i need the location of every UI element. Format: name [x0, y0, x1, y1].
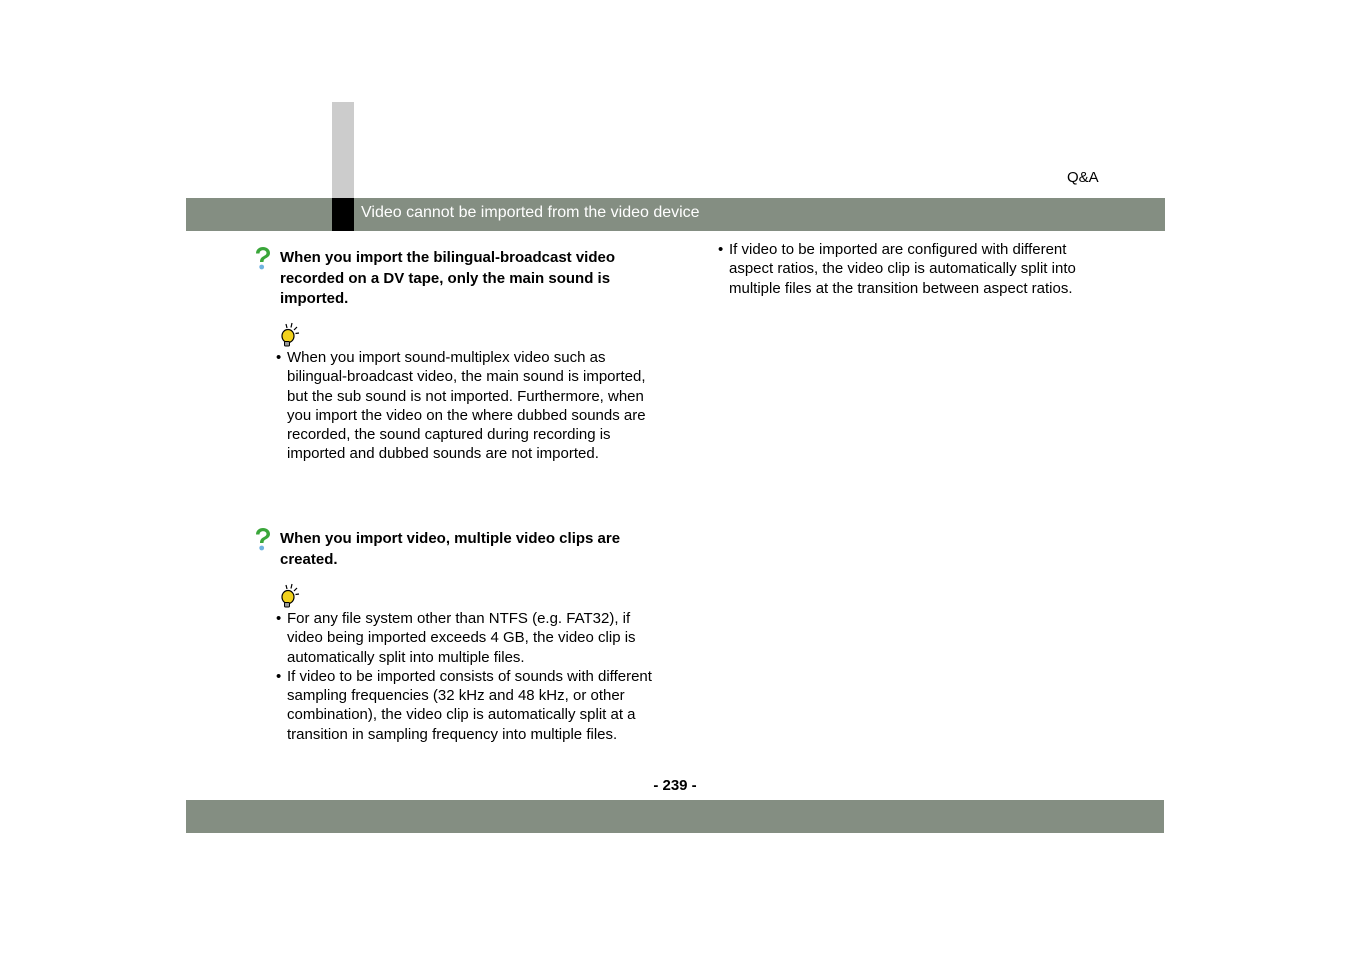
answer-item: • If video to be imported consists of sounds with different sampling frequencies (32 kHz and 48 kHz, or other combination), the video clip is automatically split at a transition in sampling frequency into multiple files. — [276, 667, 668, 744]
page-number: - 239 - — [653, 777, 697, 794]
footer-bar — [186, 800, 1164, 833]
header-tab-decoration — [332, 102, 354, 198]
answer-item: • If video to be imported are configured with different aspect ratios, the video clip is automatically split into multiple files at the transition between aspect ratios. — [718, 240, 1110, 298]
question-title: When you import video, multiple video clips are created. — [280, 530, 621, 568]
answer-list-continued — [718, 240, 1110, 298]
lightbulb-icon — [278, 322, 302, 348]
answer-item: • When you import sound-multiplex video such as bilingual-broadcast video, the main sound is imported, but the sub sound is not imported. Furthermore, when you import the video on the where dubbed sounds are recorded, the sound captured during recording is imported and dubbed sounds are not imported. — [276, 348, 668, 464]
question-title: When you import the bilingual-broadcast video recorded on a DV tape, only the main sound is imported. — [280, 249, 616, 307]
section-label: Q&A — [1067, 169, 1099, 186]
answer-item: • For any file system other than NTFS (e.g. FAT32), if video being imported exceeds 4 GB, the video clip is automatically split into multiple files. — [276, 609, 668, 667]
question-mark-icon — [253, 527, 273, 553]
answer-list — [276, 609, 668, 744]
page-title: Video cannot be imported from the video device — [361, 204, 700, 221]
answer-list — [276, 348, 668, 464]
question-mark-icon — [253, 246, 273, 272]
lightbulb-icon — [278, 583, 302, 609]
header-bar-marker — [332, 198, 354, 231]
